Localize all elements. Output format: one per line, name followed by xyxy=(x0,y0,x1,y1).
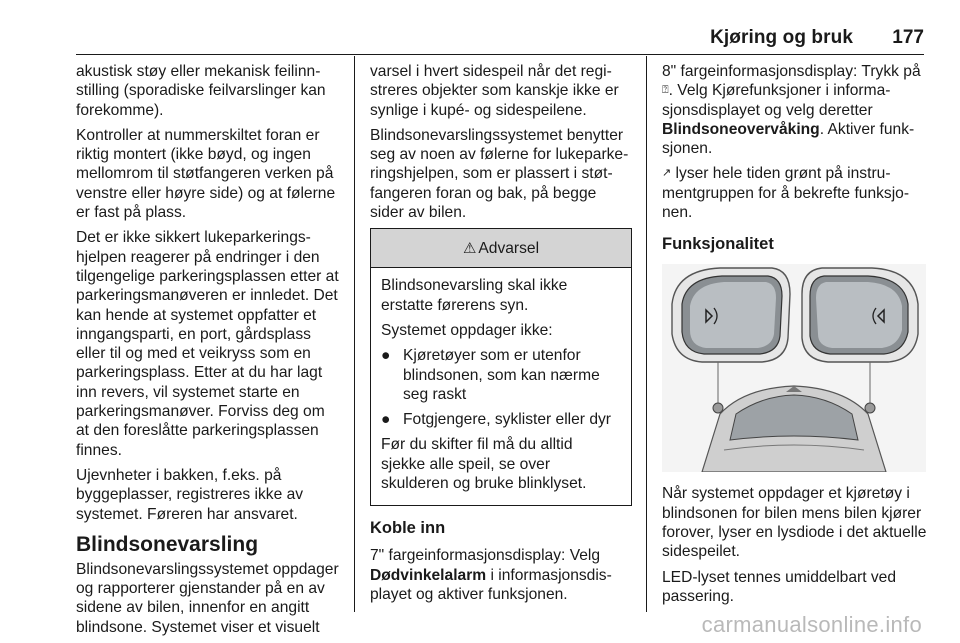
list-item-text: Fotgjengere, syklister eller dyr xyxy=(403,411,611,429)
text-span: 8" fargeinformasjonsdisplay: Trykk på xyxy=(662,63,921,80)
paragraph: Ujevnheter i bakken, f.eks. på byggeplasser, registreres ikke av systemet. Føreren har ansvaret. xyxy=(76,466,304,523)
warning-header xyxy=(371,229,631,268)
mirror-illustration-svg xyxy=(662,264,926,472)
paragraph: varsel i hvert sidespeil når det registreres objekter som kanskje ikke er synlige i kupé- og sidespeilene. xyxy=(370,63,619,119)
text-span: 7" fargeinformasjonsdisplay: Velg xyxy=(370,547,601,565)
mirror-illustration xyxy=(662,264,926,472)
paragraph: LED-lyset tennes umiddelbart ved passering. xyxy=(662,568,897,605)
text-span: . Velg Kjørefunksjoner i informasjonsdisplayet og velg deretter xyxy=(662,82,891,119)
column-3 xyxy=(662,62,928,612)
paragraph xyxy=(662,164,928,222)
warning-icon: ⚠ xyxy=(462,239,477,257)
page-number: 177 xyxy=(892,27,924,48)
bold-term: Blindsoneovervåking xyxy=(662,120,820,138)
paragraph: akustisk støy eller mekanisk feilinnstilling (sporadiske feilvarslinger kan forekomme). xyxy=(76,63,326,119)
paragraph: Når systemet oppdager et kjøretøy i blindsonen for bilen mens bilen kjører forover, lyser en lysdiode i det aktuelle sidespeilet. xyxy=(662,485,927,561)
text-span: lyser hele tiden grønt på instrumentgruppen for å bekrefte funksjonen. xyxy=(662,165,910,222)
list-item xyxy=(381,410,621,429)
paragraph: Kontroller at nummerskiltet foran er riktig montert (ikke bøyd, og ingen mellomrom til støtfangeren verken på venstre eller høyre side) og at følerne er fast på plass. xyxy=(76,126,336,222)
driving-functions-icon: ⍰ xyxy=(662,84,669,97)
list-item xyxy=(381,346,621,404)
blind-spot-indicator-icon: ↗ xyxy=(662,167,672,180)
column-1 xyxy=(76,62,340,643)
paragraph xyxy=(662,62,928,158)
bullet-icon: ● xyxy=(381,411,391,429)
warning-box xyxy=(370,228,632,506)
column-divider-2 xyxy=(646,56,647,612)
warning-text: Systemet oppdager ikke: xyxy=(381,321,553,339)
warning-body xyxy=(371,268,631,505)
list-item-text: Kjøretøyer som er utenfor blindsonen, som kan nærme seg raskt xyxy=(403,347,600,403)
warning-title: Advarsel xyxy=(478,239,540,257)
bullet-icon: ● xyxy=(381,347,391,365)
text-span: . Aktiver funksjonen. xyxy=(662,120,915,158)
bold-term: Dødvinkelalarm xyxy=(370,566,487,584)
column-2 xyxy=(370,62,632,610)
warning-text: Før du skifter fil må du alltid sjekke alle speil, se over skulderen og bruke blinklyset. xyxy=(381,436,587,493)
paragraph: Blindsonevarslingssystemet oppdager og rapporterer gjenstander på en av sidene av bilen, innenfor en angitt blindsone. Systemet viser et visuelt xyxy=(76,560,339,636)
subheading: Koble inn xyxy=(370,519,446,538)
paragraph: Blindsonevarslingssystemet benytter seg av noen av følerne for lukeparkeringshjelpen, som er plassert i støtfangeren foran og bak, på begge sider av bilen. xyxy=(370,126,629,222)
header-title: Kjøring og bruk xyxy=(710,27,853,48)
paragraph xyxy=(370,546,632,604)
column-divider-1 xyxy=(354,56,355,612)
paragraph: Det er ikke sikkert lukeparkeringshjelpen reagerer på endringer i den tilgengelige parkeringsplassen etter at parkeringsmanøveren er innledet. Det kan hende at systemet oppfatter et inngangsparti, en port, gårdsplass eller til og med et veikryss som en parkeringsplass. Etter at du har lagt inn revers, vil systemet starte en parkeringsmanøver. Forviss deg om at den foreslåtte parkeringsplassen finnes. xyxy=(76,229,339,459)
warning-text: Blindsonevarsling skal ikke erstatte førerens syn. xyxy=(381,277,568,314)
watermark: carmanualsonline.info xyxy=(701,612,922,637)
subheading: Funksjonalitet xyxy=(662,235,774,254)
section-heading: Blindsonevarsling xyxy=(76,532,259,556)
header-rule xyxy=(76,54,924,55)
text-span: i informasjonsdisplayet og aktiver funksjonen. xyxy=(370,566,612,603)
page-header xyxy=(0,0,960,56)
